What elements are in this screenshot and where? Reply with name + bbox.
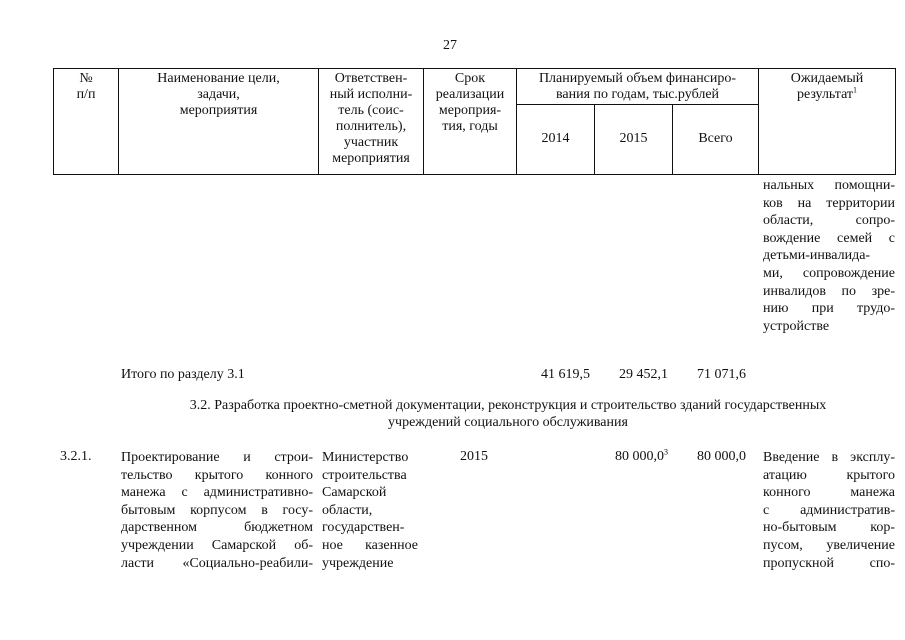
- row-name: Проектирование и строи- тельство крытого конного манежа с административно- бытовым корпусом в госу- дарственном бюджетном учреждении Самарской об- ласти «Социально-реабили-: [121, 450, 313, 571]
- header-col-2015: 2015: [619, 131, 648, 146]
- row-result: Введение в эксплу- атацию крытого конного манежа с административ- но-бытовым кор- пусом, увеличение пропускной спо-: [763, 450, 895, 571]
- header-col-funding: Планируемый объем финансиро- вания по годам, тыс.рублей: [538, 71, 737, 102]
- continued-result-text: нальных помощни- ков на территории области, сопро- вождение семей с детьми-инвалида- ми, сопровождение инвалидов по зре- нию при трудо- устройстве: [763, 178, 895, 334]
- page-number: 27: [443, 38, 457, 53]
- row-2015: 80 000,0$^3$: [615, 447, 668, 464]
- header-col-name: Наименование цели, задачи, мероприятия: [157, 71, 280, 118]
- row-number: 3.2.1.: [60, 449, 92, 464]
- header-col-total: Всего: [698, 131, 733, 146]
- header-col-responsible: Ответствен- ный исполни- тель (соис- полнитель), участник мероприятия: [329, 71, 413, 166]
- total-row-2014: 41 619,5: [541, 367, 590, 382]
- header-col-num: № п/п: [76, 71, 96, 102]
- row-responsible: Министерство строительства Самарской области, государствен- ное казенное учреждение: [322, 450, 418, 571]
- total-row-total: 71 071,6: [697, 367, 746, 382]
- total-row-2015: 29 452,1: [619, 367, 668, 382]
- header-col-term: Срок реализации мероприя- тия, годы: [435, 71, 505, 134]
- total-row-label: Итого по разделу 3.1: [121, 367, 245, 382]
- header-col-result: Ожидаемый результат$^1$: [790, 71, 864, 102]
- row-total: 80 000,0: [697, 449, 746, 464]
- section-title: 3.2. Разработка проектно-сметной документации, реконструкция и строительство зданий государственных учреждений социального обслуживания: [189, 398, 827, 430]
- header-col-2014: 2014: [541, 131, 570, 146]
- row-term: 2015: [460, 449, 488, 464]
